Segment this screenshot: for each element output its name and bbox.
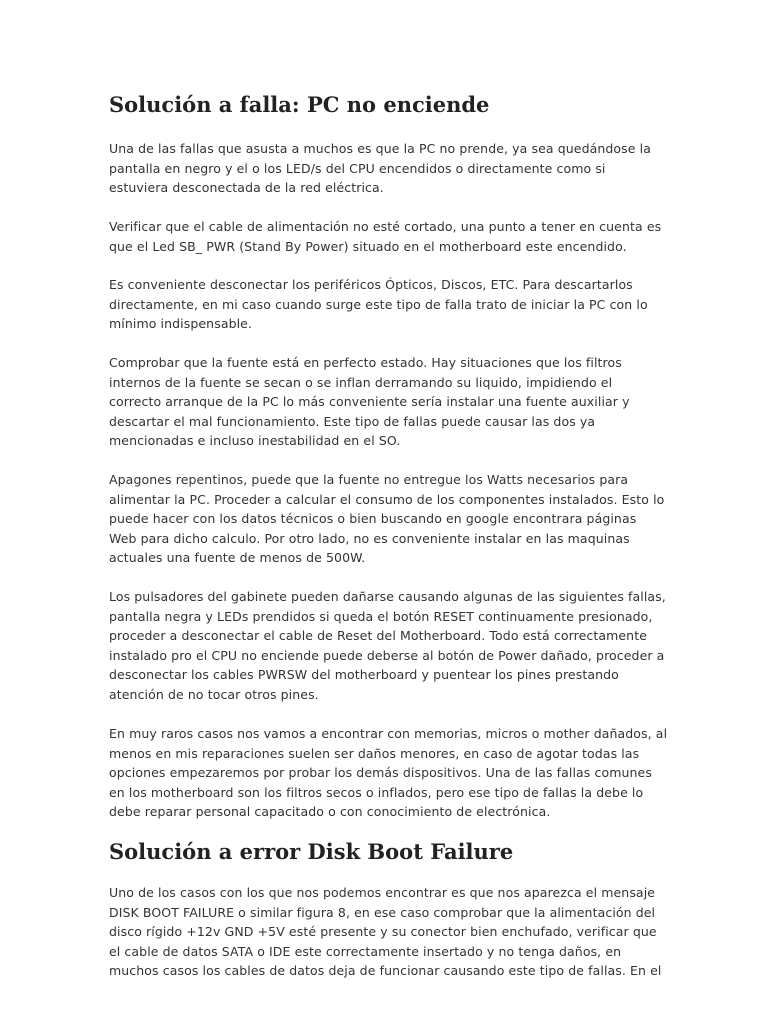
- paragraph: [109, 470, 664, 568]
- text-line: internos de la fuente se secan o se inflan derramando su liquido, impidiendo el: [109, 374, 613, 390]
- text-line: instalado pro el CPU no enciende puede deberse al botón de Power dañado, proceder a: [109, 647, 665, 663]
- text-line: En muy raros casos nos vamos a encontrar con memorias, micros o mother dañados, al: [109, 726, 668, 741]
- text-line: Uno de los casos con los que nos podemos encontrar es que nos aparezca el mensaje: [109, 885, 656, 900]
- paragraph: [109, 275, 648, 334]
- text-line: pantalla negra y LEDs prendidos si queda el botón RESET continuamente presionado,: [109, 608, 653, 624]
- text-line: DISK BOOT FAILURE o similar figura 8, en ese caso comprobar que la alimentación del: [109, 904, 656, 920]
- text-line: atención de no tocar otros pines.: [109, 686, 319, 702]
- text-line: menos en mis reparaciones suelen ser daños menores, en caso de agotar todas las: [109, 745, 640, 761]
- paragraph: [109, 883, 662, 981]
- text-line: actuales una fuente de menos de 500W.: [109, 550, 366, 566]
- text-line: Web para dicho calculo. Por otro lado, no es conveniente instalar en las maquinas: [109, 530, 630, 546]
- text-line: mencionadas e incluso inestabilidad en el SO.: [109, 433, 401, 449]
- text-line: Una de las fallas que asusta a muchos es que la PC no prende, ya sea quedándose la: [109, 141, 651, 156]
- text-line: disco rígido +12v GND +5V esté presente y su conector bien enchufado, verificar que: [109, 924, 657, 940]
- text-line: alimentar la PC. Proceder a calcular el consumo de los componentes instalados. Esto lo: [109, 491, 665, 507]
- text-line: en los motherboard son los filtros secos o inflados, pero ese tipo de fallas la debe lo: [109, 784, 644, 800]
- paragraph: [109, 587, 666, 705]
- paragraph: [109, 353, 630, 451]
- text-line: puede hacer con los datos técnicos o bien buscando en google encontrara páginas: [109, 511, 637, 527]
- text-line: pantalla en negro y el o los LED/s del CPU encendidos o directamente como si: [109, 160, 606, 176]
- text-line: descartar el mal funcionamiento. Este tipo de fallas puede causar las dos ya: [109, 413, 596, 429]
- text-line: correcto arranque de la PC lo más conveniente sería instalar una fuente auxiliar y: [109, 394, 630, 410]
- text-line: estuviera desconectada de la red eléctrica.: [109, 180, 384, 196]
- text-line: el cable de datos SATA o IDE este correctamente insertado y no tenga daños, en: [109, 943, 622, 959]
- text-line: muchos casos los cables de datos deja de funcionar causando este tipo de fallas. En el: [109, 963, 662, 979]
- text-line: Comprobar que la fuente está en perfecto estado. Hay situaciones que los filtros: [109, 355, 622, 370]
- text-line: Los pulsadores del gabinete pueden dañarse causando algunas de las siguientes fallas,: [109, 589, 666, 604]
- section-heading-pc-no-enciende: Solución a falla: PC no enciende: [109, 92, 490, 117]
- text-line: directamente, en mi caso cuando surge este tipo de falla trato de iniciar la PC con lo: [109, 296, 648, 312]
- text-line: que el Led SB_ PWR (Stand By Power) situado en el motherboard este encendido.: [109, 238, 627, 254]
- text-line: Apagones repentinos, puede que la fuente no entregue los Watts necesarios para: [109, 472, 629, 487]
- section-heading-disk-boot-failure: Solución a error Disk Boot Failure: [109, 839, 514, 864]
- text-line: mínimo indispensable.: [109, 316, 253, 332]
- paragraph: [109, 724, 667, 822]
- text-line: debe reparar personal capacitado o con conocimiento de electrónica.: [109, 804, 551, 820]
- text-line: Verificar que el cable de alimentación no esté cortado, una punto a tener en cuenta es: [109, 219, 662, 234]
- text-line: desconectar los cables PWRSW del motherboard y puentear los pines prestando: [109, 667, 619, 683]
- text-line: proceder a desconectar el cable de Reset del Motherboard. Todo está correctamente: [109, 628, 647, 644]
- text-line: opciones empezaremos por probar los demás dispositivos. Una de las fallas comunes: [109, 765, 652, 781]
- text-line: Es conveniente desconectar los periféricos Ópticos, Discos, ETC. Para descartarlos: [109, 277, 633, 292]
- paragraph: [109, 217, 661, 256]
- paragraph: [109, 139, 651, 198]
